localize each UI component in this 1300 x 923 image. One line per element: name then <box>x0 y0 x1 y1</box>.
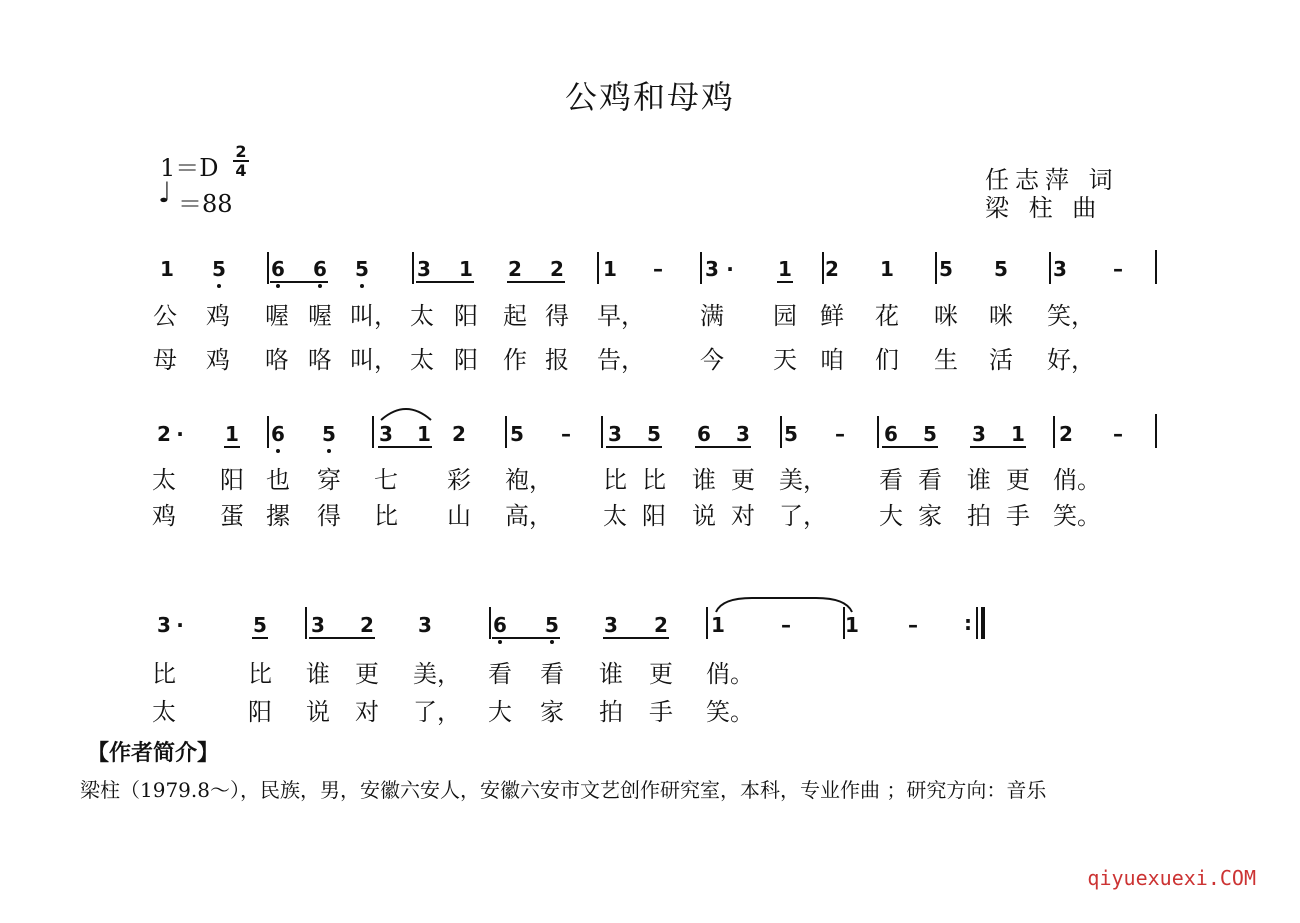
note: 3 <box>1053 257 1067 281</box>
lyric: 看 <box>488 660 512 688</box>
lyric: 了， <box>779 502 827 530</box>
eighth-underline <box>492 637 560 639</box>
lyric: 蛋 <box>220 502 244 530</box>
note: 1 <box>711 613 725 637</box>
lyric: 生 <box>934 346 958 374</box>
lyric: 家 <box>540 698 564 726</box>
note: 2 <box>360 613 374 637</box>
bar-line <box>372 416 374 448</box>
lyricist-credit: 任志萍 词 <box>985 166 1119 194</box>
lyric: 花 <box>875 302 899 330</box>
repeat-thin-bar <box>976 607 978 639</box>
bar-line <box>780 416 782 448</box>
lyric: 好， <box>1047 346 1095 374</box>
lyric: 比 <box>152 660 176 688</box>
eighth-underline <box>507 281 565 283</box>
lyric: 看 <box>879 466 903 494</box>
meter-top: 2 <box>235 142 247 161</box>
note: 2 <box>1059 422 1073 446</box>
lyric: 阳 <box>220 466 244 494</box>
bar-line <box>597 252 599 284</box>
lyric: 俏。 <box>706 660 754 688</box>
note: 5 <box>647 422 661 446</box>
lyric: 比 <box>374 502 398 530</box>
note: 2 <box>550 257 564 281</box>
lyric: 谁 <box>692 466 716 494</box>
note: 6 <box>697 422 711 446</box>
low-octave-dot <box>327 449 331 453</box>
note: 5 <box>355 257 369 281</box>
author-bio-text: 梁柱（1979.8～），民族，男，安徽六安人，安徽六安市文艺创作研究室，本科，专业作曲 ；研究方向：音乐 <box>80 778 1047 802</box>
low-octave-dot <box>550 640 554 644</box>
lyric: 咱 <box>820 346 844 374</box>
bar-line <box>412 252 414 284</box>
note: 1 <box>459 257 473 281</box>
bar-line <box>305 607 307 639</box>
note: 2 <box>452 422 466 446</box>
lyric: 喔 <box>308 302 332 330</box>
lyric: 太 <box>603 502 627 530</box>
note: 3 <box>417 257 431 281</box>
lyric: 拍 <box>967 502 991 530</box>
note: 3 <box>705 257 719 281</box>
eighth-underline <box>777 281 793 283</box>
bar-line <box>601 416 603 448</box>
repeat-thick-bar <box>981 607 985 639</box>
note: 3 <box>157 613 171 637</box>
lyric: 大 <box>488 698 512 726</box>
dot: · <box>726 257 734 281</box>
repeat-dots: : <box>964 611 972 635</box>
note: 1 <box>603 257 617 281</box>
dot: · <box>176 613 184 637</box>
lyric: 太 <box>152 698 176 726</box>
lyric: 太 <box>410 302 434 330</box>
bar-line <box>935 252 937 284</box>
lyric: 更 <box>649 660 673 688</box>
tempo-marking: ＝88 <box>178 190 233 218</box>
lyric: 阳 <box>454 346 478 374</box>
lyric: 阳 <box>642 502 666 530</box>
note: 1 <box>880 257 894 281</box>
lyric: 阳 <box>454 302 478 330</box>
lyric: 手 <box>1006 502 1030 530</box>
bar-line <box>822 252 824 284</box>
note: 1 <box>160 257 174 281</box>
lyric: 看 <box>918 466 942 494</box>
note: 6 <box>493 613 507 637</box>
dash: – <box>1113 257 1123 281</box>
dash: – <box>561 422 571 446</box>
eighth-underline <box>882 446 938 448</box>
lyric: 咯 <box>308 346 332 374</box>
note: 2 <box>654 613 668 637</box>
lyric: 对 <box>355 698 379 726</box>
note: 3 <box>972 422 986 446</box>
lyric: 喔 <box>265 302 289 330</box>
note: 6 <box>271 257 285 281</box>
lyric: 鸡 <box>152 502 176 530</box>
note: 5 <box>545 613 559 637</box>
lyric: 拍 <box>599 698 623 726</box>
dot: · <box>176 422 184 446</box>
note: 5 <box>994 257 1008 281</box>
site-watermark: qiyuexuexi.COM <box>1087 866 1256 890</box>
meter-bottom: 4 <box>235 161 247 180</box>
lyric: 作 <box>503 346 527 374</box>
dash: – <box>1113 422 1123 446</box>
lyric: 谁 <box>599 660 623 688</box>
lyric: 母 <box>153 346 177 374</box>
lyric: 七 <box>374 466 398 494</box>
bar-line <box>489 607 491 639</box>
lyric: 手 <box>649 698 673 726</box>
lyric: 比 <box>248 660 272 688</box>
eighth-underline <box>309 637 375 639</box>
note: 5 <box>322 422 336 446</box>
lyric: 阳 <box>248 698 272 726</box>
lyric: 更 <box>731 466 755 494</box>
time-signature <box>233 143 249 179</box>
end-bar-line <box>1155 250 1157 284</box>
lyric: 美， <box>779 466 827 494</box>
lyric: 咪 <box>934 302 958 330</box>
lyric: 说 <box>692 502 716 530</box>
lyric: 更 <box>1006 466 1030 494</box>
note: 2 <box>508 257 522 281</box>
lyric: 起 <box>503 302 527 330</box>
eighth-underline <box>378 446 432 448</box>
low-octave-dot <box>360 284 364 288</box>
eighth-underline <box>970 446 1026 448</box>
note: 1 <box>1011 422 1025 446</box>
end-bar-line <box>1155 414 1157 448</box>
key-signature: 1＝D <box>160 154 219 182</box>
lyric: 对 <box>731 502 755 530</box>
note: 2 <box>825 257 839 281</box>
note: 2 <box>157 422 171 446</box>
lyric: 满 <box>700 302 724 330</box>
eighth-underline <box>252 637 268 639</box>
low-octave-dot <box>217 284 221 288</box>
bar-line <box>706 607 708 639</box>
lyric: 比 <box>642 466 666 494</box>
lyric: 叫， <box>350 302 398 330</box>
lyric: 更 <box>355 660 379 688</box>
slur-mark <box>378 404 434 422</box>
author-bio-heading: 【作者简介】 <box>87 741 220 766</box>
bar-line <box>505 416 507 448</box>
lyric: 鸡 <box>206 302 230 330</box>
bar-line <box>1053 416 1055 448</box>
note: 5 <box>212 257 226 281</box>
lyric: 大 <box>879 502 903 530</box>
bar-line <box>267 252 269 284</box>
lyric: 家 <box>918 502 942 530</box>
page-title: 公鸡和母鸡 <box>564 78 735 116</box>
eighth-underline <box>416 281 474 283</box>
note: 1 <box>225 422 239 446</box>
lyric: 早， <box>597 302 645 330</box>
note: 3 <box>604 613 618 637</box>
lyric: 了， <box>413 698 461 726</box>
lyric: 园 <box>773 302 797 330</box>
lyric: 袍， <box>505 466 553 494</box>
lyric: 太 <box>410 346 434 374</box>
lyric: 太 <box>152 466 176 494</box>
bar-line <box>877 416 879 448</box>
note: 3 <box>418 613 432 637</box>
note: 5 <box>939 257 953 281</box>
note: 6 <box>271 422 285 446</box>
composer-credit: 梁 柱 曲 <box>985 194 1103 222</box>
lyric: 今 <box>700 346 724 374</box>
bar-line <box>1049 252 1051 284</box>
lyric: 谁 <box>306 660 330 688</box>
note: 3 <box>311 613 325 637</box>
lyric: 报 <box>545 346 569 374</box>
dash: – <box>908 613 918 637</box>
note: 5 <box>923 422 937 446</box>
note: 5 <box>510 422 524 446</box>
dash: – <box>653 257 663 281</box>
lyric: 鲜 <box>820 302 844 330</box>
lyric: 活 <box>989 346 1013 374</box>
note: 1 <box>845 613 859 637</box>
dash: – <box>781 613 791 637</box>
lyric: 咯 <box>265 346 289 374</box>
note: 1 <box>778 257 792 281</box>
lyric: 美， <box>413 660 461 688</box>
lyric: 鸡 <box>206 346 230 374</box>
note: 6 <box>313 257 327 281</box>
eighth-underline <box>606 446 662 448</box>
eighth-underline <box>270 281 328 283</box>
lyric: 得 <box>317 502 341 530</box>
bar-line <box>267 416 269 448</box>
low-octave-dot <box>276 449 280 453</box>
lyric: 天 <box>773 346 797 374</box>
note: 5 <box>784 422 798 446</box>
lyric: 俏。 <box>1053 466 1101 494</box>
lyric: 笑， <box>1047 302 1095 330</box>
lyric: 笑。 <box>706 698 754 726</box>
lyric: 高， <box>505 502 553 530</box>
low-octave-dot <box>498 640 502 644</box>
lyric: 穿 <box>317 466 341 494</box>
quarter-note-icon: ♩ <box>158 176 172 209</box>
lyric: 彩 <box>447 466 471 494</box>
lyric: 谁 <box>967 466 991 494</box>
bar-line <box>700 252 702 284</box>
lyric: 们 <box>875 346 899 374</box>
lyric: 山 <box>447 502 471 530</box>
low-octave-dot <box>276 284 280 288</box>
note: 5 <box>253 613 267 637</box>
eighth-underline <box>603 637 669 639</box>
lyric: 看 <box>540 660 564 688</box>
lyric: 比 <box>603 466 627 494</box>
lyric: 得 <box>545 302 569 330</box>
lyric: 也 <box>266 466 290 494</box>
note: 3 <box>608 422 622 446</box>
tie-mark <box>712 594 856 614</box>
lyric: 摞 <box>266 502 290 530</box>
lyric: 告， <box>597 346 645 374</box>
lyric: 公 <box>153 302 177 330</box>
note: 6 <box>884 422 898 446</box>
lyric: 咪 <box>989 302 1013 330</box>
lyric: 叫， <box>350 346 398 374</box>
lyric: 笑。 <box>1053 502 1101 530</box>
low-octave-dot <box>318 284 322 288</box>
eighth-underline <box>224 446 240 448</box>
note: 3 <box>379 422 393 446</box>
eighth-underline <box>695 446 751 448</box>
dash: – <box>835 422 845 446</box>
note: 1 <box>417 422 431 446</box>
lyric: 说 <box>306 698 330 726</box>
note: 3 <box>736 422 750 446</box>
